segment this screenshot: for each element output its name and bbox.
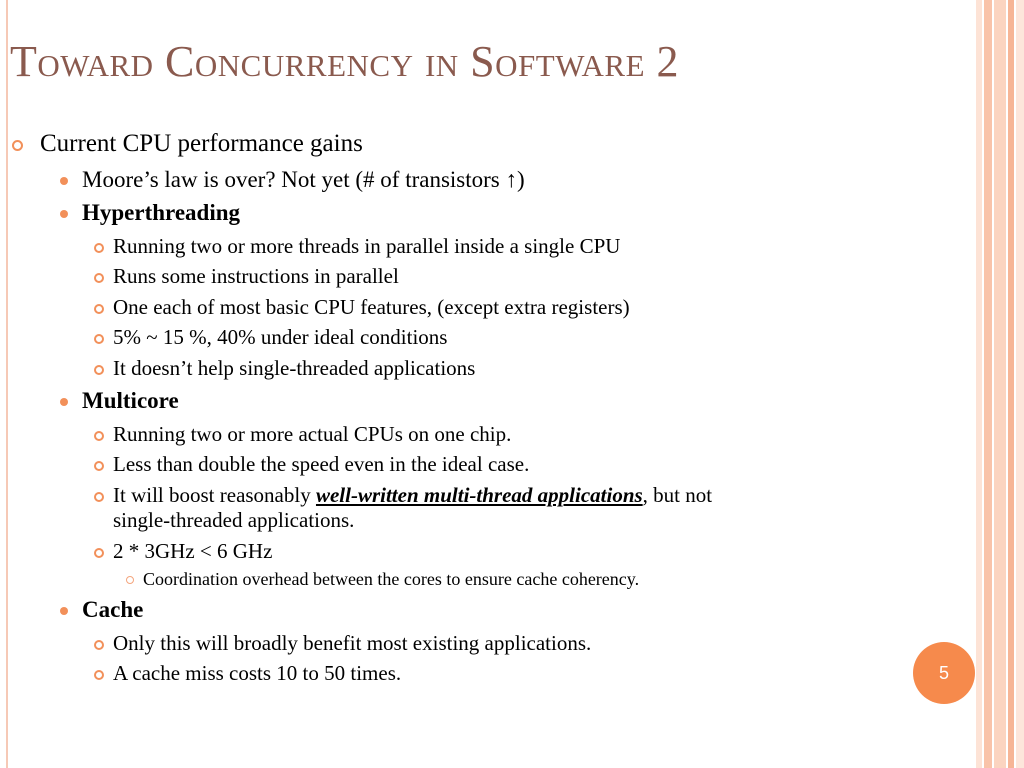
ring-bullet-icon — [94, 670, 104, 680]
page-number-badge: 5 — [913, 642, 975, 704]
bullet-mc-boost-prefix: It will boost reasonably — [113, 483, 316, 507]
bullet-mc-ghz: 2 * 3GHz < 6 GHz — [113, 539, 273, 563]
ring-bullet-icon — [94, 334, 104, 344]
bullet-mc-boost-suffix: , but not — [642, 483, 713, 507]
ring-bullet-icon — [94, 461, 104, 471]
bullet-current-cpu-gains: Current CPU performance gains — [40, 130, 363, 157]
bullet-mc-coordination: Coordination overhead between the cores to ensure cache coherency. — [143, 569, 640, 589]
bullet-ht-single-thread: It doesn’t help single-threaded applications — [113, 356, 476, 380]
ring-bullet-icon — [126, 576, 134, 584]
bullet-ht-running-threads: Running two or more threads in parallel inside a single CPU — [113, 234, 621, 258]
left-border-rule — [6, 0, 8, 768]
ring-bullet-icon — [94, 640, 104, 650]
bullet-cache-miss: A cache miss costs 10 to 50 times. — [113, 661, 402, 685]
bullet-mc-speed: Less than double the speed even in the ideal case. — [113, 452, 530, 476]
dot-bullet-icon — [60, 210, 68, 218]
bullet-mc-actual-cpus: Running two or more actual CPUs on one chip. — [113, 422, 512, 446]
bullet-cache: Cache — [82, 597, 144, 622]
ring-bullet-icon — [94, 243, 104, 253]
dot-bullet-icon — [60, 607, 68, 615]
ring-bullet-icon — [94, 304, 104, 314]
ring-bullet-icon — [94, 548, 104, 558]
dot-bullet-icon — [60, 177, 68, 185]
bullet-ht-percent: 5% ~ 15 %, 40% under ideal conditions — [113, 325, 448, 349]
bullet-mc-boost-continuation: single-threaded applications. — [113, 508, 355, 532]
bullet-hyperthreading: Hyperthreading — [82, 200, 241, 225]
bullet-ht-instructions: Runs some instructions in parallel — [113, 264, 399, 288]
right-decorative-stripes — [976, 0, 1024, 768]
ring-bullet-icon — [94, 365, 104, 375]
ring-bullet-icon — [94, 492, 104, 502]
slide-title: Toward Concurrency in Software 2 — [10, 37, 680, 86]
bullet-multicore: Multicore — [82, 388, 179, 413]
ring-bullet-icon — [12, 140, 23, 151]
bullet-ht-features: One each of most basic CPU features, (except extra registers) — [113, 295, 630, 319]
ring-bullet-icon — [94, 273, 104, 283]
bullet-moores-law: Moore’s law is over? Not yet (# of transistors ↑) — [82, 167, 525, 192]
ring-bullet-icon — [94, 431, 104, 441]
bullet-cache-benefit: Only this will broadly benefit most existing applications. — [113, 631, 592, 655]
bullet-mc-boost — [113, 483, 712, 508]
emphasis-well-written-apps: well-written multi-thread applications — [315, 483, 643, 507]
dot-bullet-icon — [60, 398, 68, 406]
